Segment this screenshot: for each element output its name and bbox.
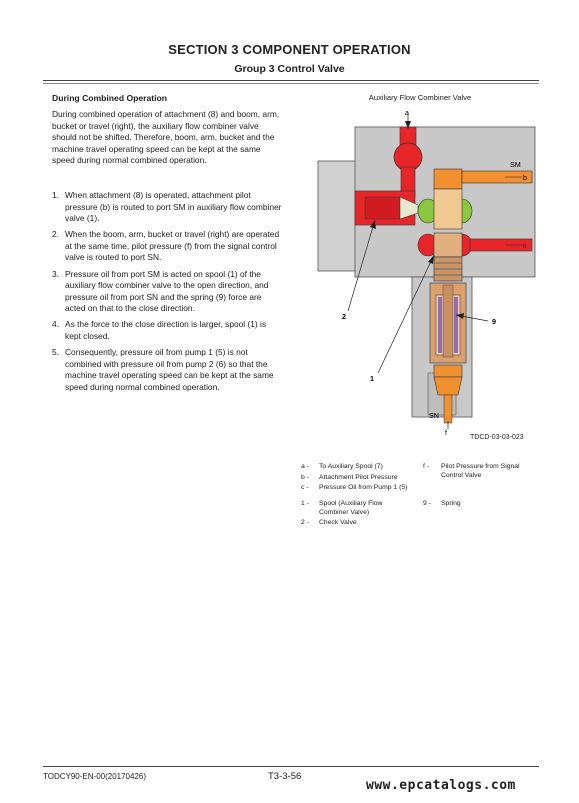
label-b: b: [523, 175, 527, 182]
list-item: [52, 190, 284, 225]
label-9: 9: [492, 317, 496, 326]
legend-row: 1 - Spool (Auxiliary Flow Combiner Valve): [301, 500, 383, 516]
legend-right: [422, 462, 534, 481]
step-text: Consequently, pressure oil from pump 1 (5) is not combined with pressure oil from pump 2 (6) so that the machine travel operating speed can be kept at the same speed during normal combined operation.: [65, 347, 274, 392]
list-item: [52, 229, 284, 264]
label-1: 1: [370, 374, 374, 383]
step-number: 4.: [52, 319, 59, 330]
step-number: 2.: [52, 229, 59, 240]
document-code: TODCY90-EN-00(20170426): [43, 772, 147, 781]
section-heading: During Combined Operation: [52, 93, 168, 103]
spool-land: [434, 189, 462, 229]
list-item: [52, 319, 284, 342]
list-item: [52, 269, 284, 315]
step-number: 5.: [52, 347, 59, 358]
legend-left-2: [300, 499, 410, 529]
legend-row: f - Pilot Pressure from Signal Control Valve: [423, 463, 520, 479]
step-number: 1.: [52, 190, 59, 200]
header-rule: [43, 80, 539, 81]
valve-side-block: [318, 161, 360, 271]
label-f: f: [445, 430, 447, 435]
step-number: 3.: [52, 268, 59, 279]
legend-right-2: [422, 499, 462, 510]
section-title: SECTION 3 COMPONENT OPERATION: [168, 42, 411, 57]
step-text: Pressure oil from port SM is acted on spool (1) of the auxiliary flow combiner valve to the open direction, and pressure oil from port SN and the spring (9) force are acted on that to the close direction.: [65, 268, 269, 314]
legend-row: c - Pressure Oil from Pump 1 (5): [301, 484, 408, 492]
figure-title: Auxiliary Flow Combiner Valve: [368, 93, 472, 102]
group-title: Group 3 Control Valve: [234, 63, 345, 75]
footer-rule: [43, 766, 539, 767]
list-item: [52, 347, 284, 393]
valve-diagram: [300, 105, 540, 435]
intro-paragraph: During combined operation of attachment (8) and boom, arm, bucket or travel (right), the auxiliary flow combiner valve should not be shifted. Therefore, boom, arm, bucket and the machine travel operating speed can be kept at the same speed during normal combined operation.: [52, 109, 280, 166]
legend-row: 2 - Check Valve: [301, 519, 357, 527]
figure-code: TDCD-03-03-023: [470, 434, 524, 441]
label-2: 2: [342, 312, 346, 321]
step-list: [52, 190, 284, 398]
legend-row: a - To Auxiliary Spool (7): [301, 463, 383, 470]
step-text: When the boom, arm, bucket or travel (right) are operated at the same time, pilot pressure (f) from the signal control valve is routed to port SN.: [65, 229, 280, 263]
legend-row: b - Attachment Pilot Pressure: [301, 473, 398, 481]
spring: [438, 297, 442, 353]
step-text: When attachment (8) is operated, attachment pilot pressure (b) is routed to port SM in auxiliary flow combiner valve (1).: [65, 190, 282, 224]
step-text: As the force to the close direction is larger, spool (1) is kept closed.: [65, 319, 267, 342]
legend-row: 9 - Spring: [423, 500, 461, 507]
header-rule-thin: [43, 83, 539, 84]
label-sn: SN: [429, 411, 439, 420]
legend-left: [300, 462, 408, 494]
port-sn-line: [434, 377, 462, 395]
label-sm: SM: [510, 160, 521, 169]
label-a: a: [405, 110, 409, 117]
page-number: T3-3-56: [268, 771, 302, 782]
label-c: c: [523, 243, 527, 250]
spool-top: [434, 169, 462, 189]
watermark-site: www.epcatalogs.com: [366, 778, 516, 793]
